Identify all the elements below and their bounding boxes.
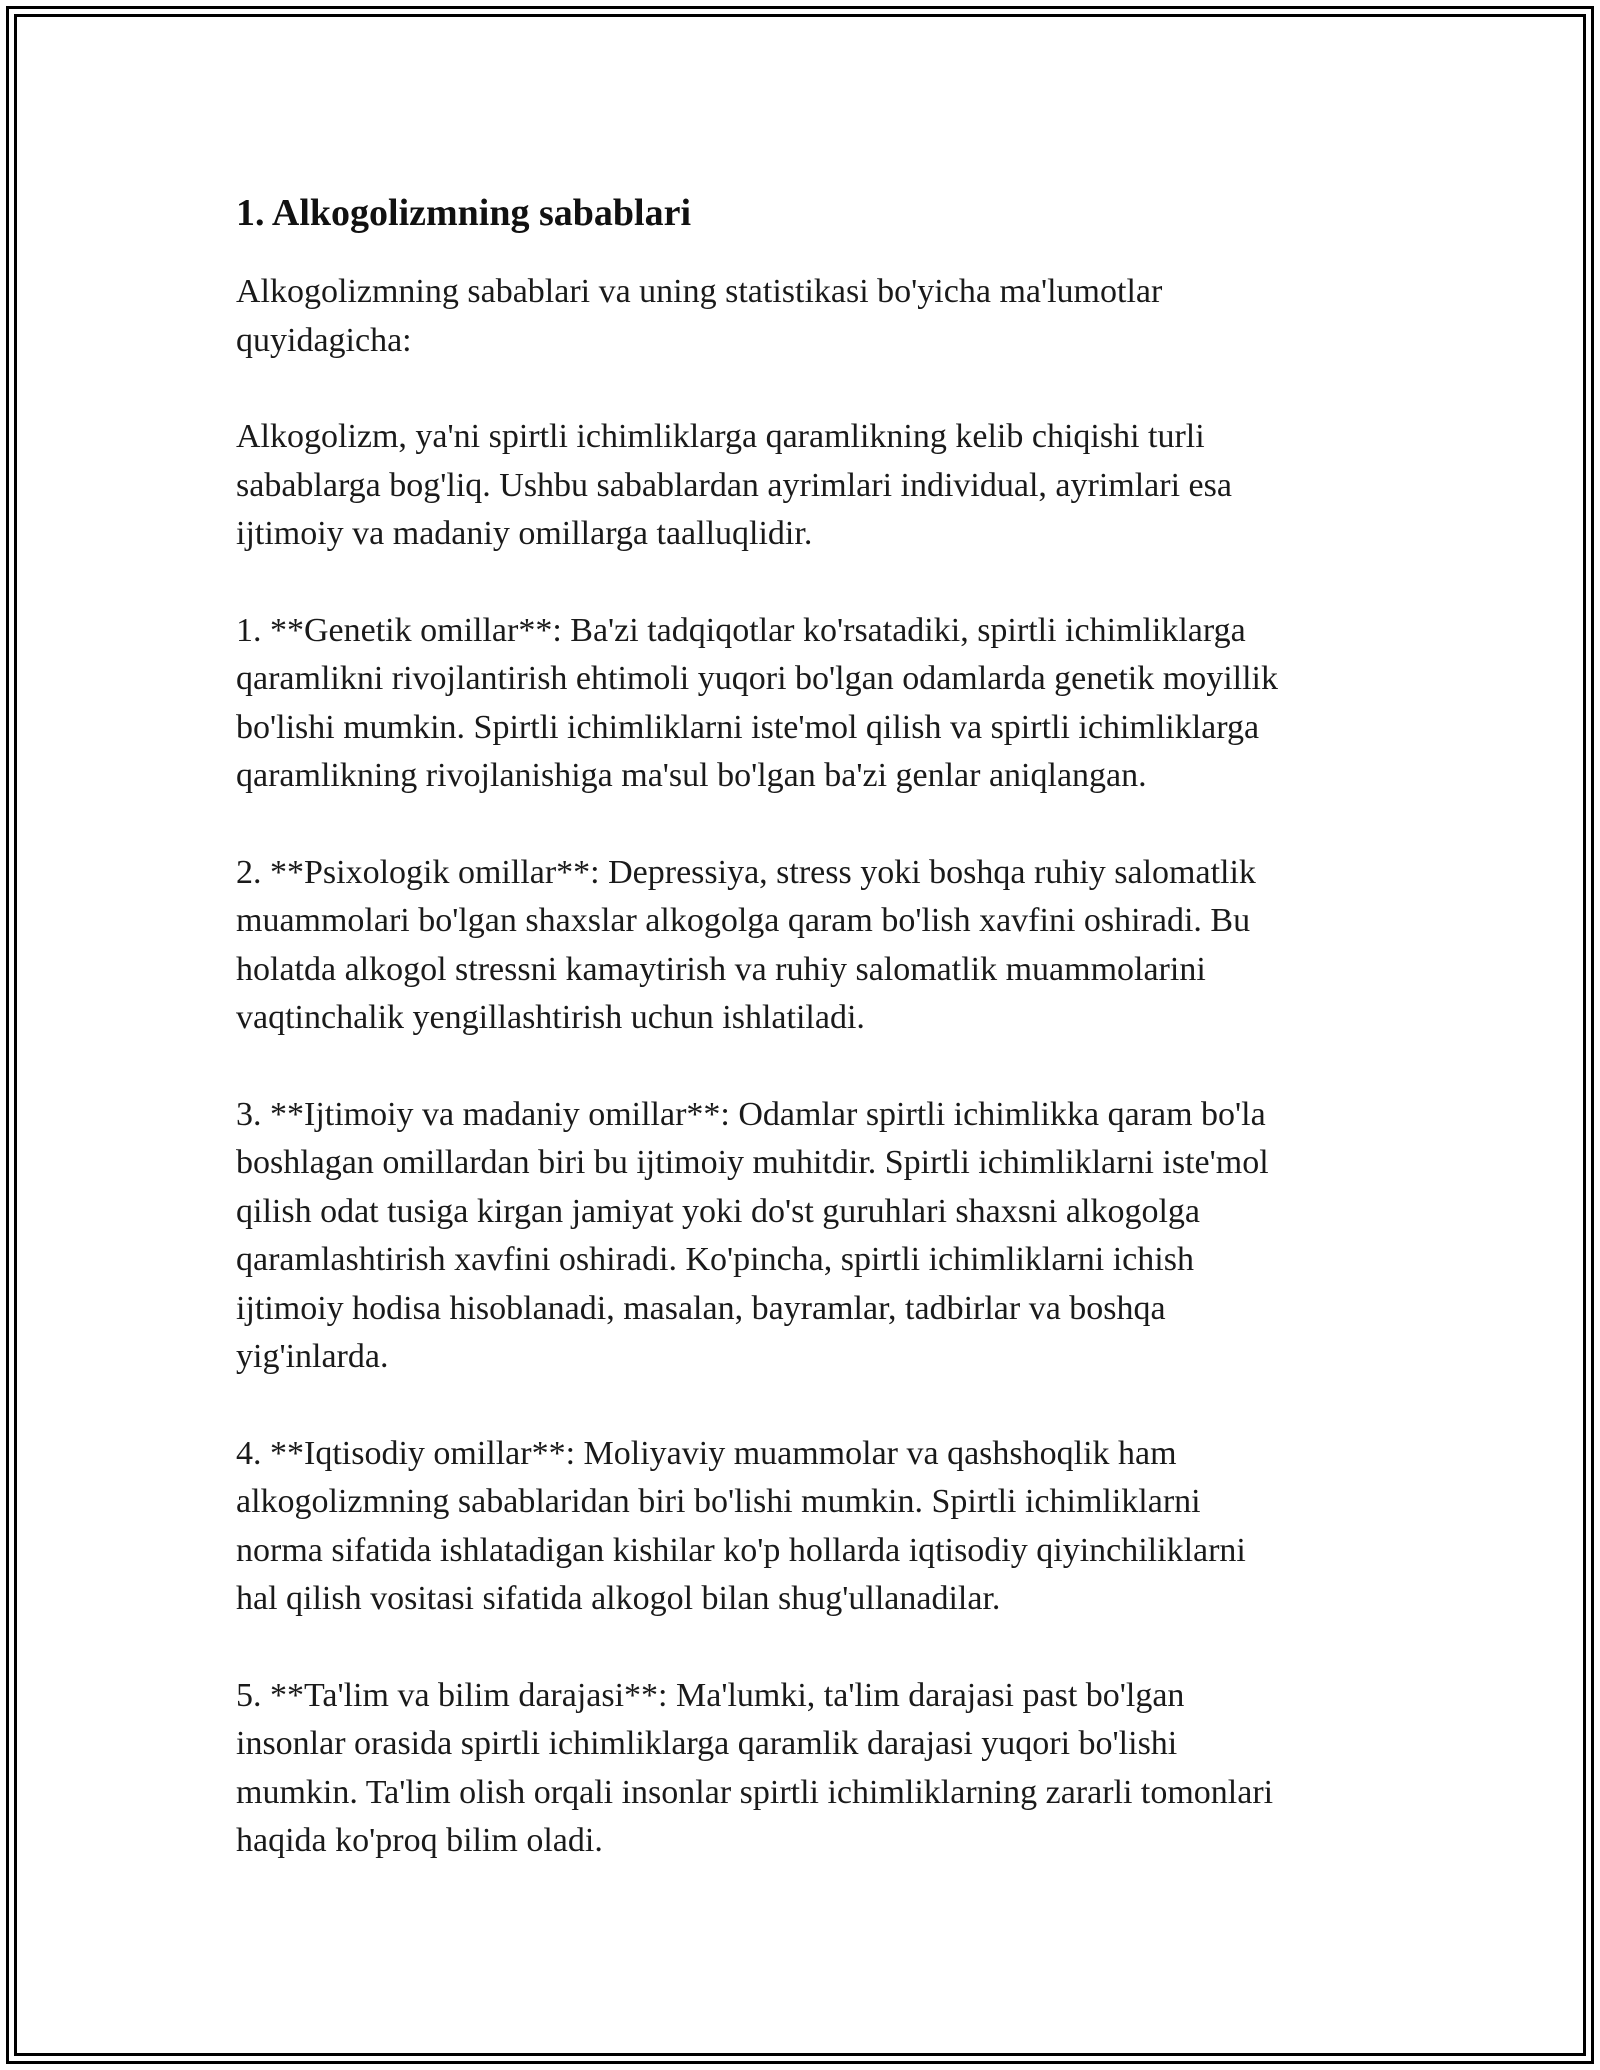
section-heading: 1. Alkogolizmning sabablari bbox=[236, 192, 692, 234]
overview-paragraph: Alkogolizm, ya'ni spirtli ichimliklarga qaramlikning kelib chiqishi turli sabablarga bog'liq. Ushbu sabablardan ayrimlari individual, ayrimlari esa ijtimoiy va madaniy omillarga taalluqlidir. bbox=[236, 418, 1232, 552]
paragraph-gap bbox=[236, 1382, 1386, 1430]
document-body bbox=[236, 188, 1386, 1866]
list-item-genetic-factors: 1. **Genetik omillar**: Ba'zi tadqiqotlar ko'rsatadiki, spirtli ichimliklarga qaramlikni rivojlantirish ehtimoli yuqori bo'lgan odamlarda genetik moyillik bo'lishi mumkin. Spirtli ichimliklarni iste'mol qilish va spirtli ichimliklarga qaramlikning rivojlanishiga ma'sul bo'lgan ba'zi genlar aniqlangan. bbox=[236, 611, 1278, 794]
list-item-education-factors: 5. **Ta'lim va bilim darajasi**: Ma'lumki, ta'lim darajasi past bo'lgan insonlar orasida spirtli ichimliklarga qaramlik darajasi yuqori bo'lishi mumkin. Ta'lim olish orqali insonlar spirtli ichimliklarning zararli tomonlari haqida ko'proq bilim oladi. bbox=[236, 1676, 1274, 1859]
paragraph-gap bbox=[236, 365, 1386, 413]
list-item-economic-factors: 4. **Iqtisodiy omillar**: Moliyaviy muammolar va qashshoqlik ham alkogolizmning sabablaridan biri bo'lishi mumkin. Spirtli ichimliklarni norma sifatida ishlatadigan kishilar ko'p hollarda iqtisodiy qiyinchiliklarni hal qilish vositasi sifatida alkogol bilan shug'ullanadilar. bbox=[236, 1434, 1246, 1617]
paragraph-gap bbox=[236, 801, 1386, 849]
paragraph-gap bbox=[236, 1043, 1386, 1091]
intro-paragraph: Alkogolizmning sabablari va uning statistikasi bo'yicha ma'lumotlar quyidagicha: bbox=[236, 273, 1163, 359]
list-item-social-cultural-factors: 3. **Ijtimoiy va madaniy omillar**: Odamlar spirtli ichimlikka qaram bo'la boshlagan omillardan biri bu ijtimoiy muhitdir. Spirtli ichimliklarni iste'mol qilish odat tusiga kirgan jamiyat yoki do'st guruhlari shaxsni alkogolga qaramlashtirish xavfini oshiradi. Ko'pincha, spirtli ichimliklarni ichish ijtimoiy hodisa hisoblanadi, masalan, bayramlar, tadbirlar va boshqa yig'inlarda. bbox=[236, 1095, 1269, 1375]
paragraph-gap bbox=[236, 1624, 1386, 1672]
paragraph-gap bbox=[236, 559, 1386, 607]
list-item-psychological-factors: 2. **Psixologik omillar**: Depressiya, stress yoki boshqa ruhiy salomatlik muammolari bo'lgan shaxslar alkogolga qaram bo'lish xavfini oshiradi. Bu holatda alkogol stressni kamaytirish va ruhiy salomatlik muammolarini vaqtinchalik yengillashtirish uchun ishlatiladi. bbox=[236, 853, 1256, 1036]
